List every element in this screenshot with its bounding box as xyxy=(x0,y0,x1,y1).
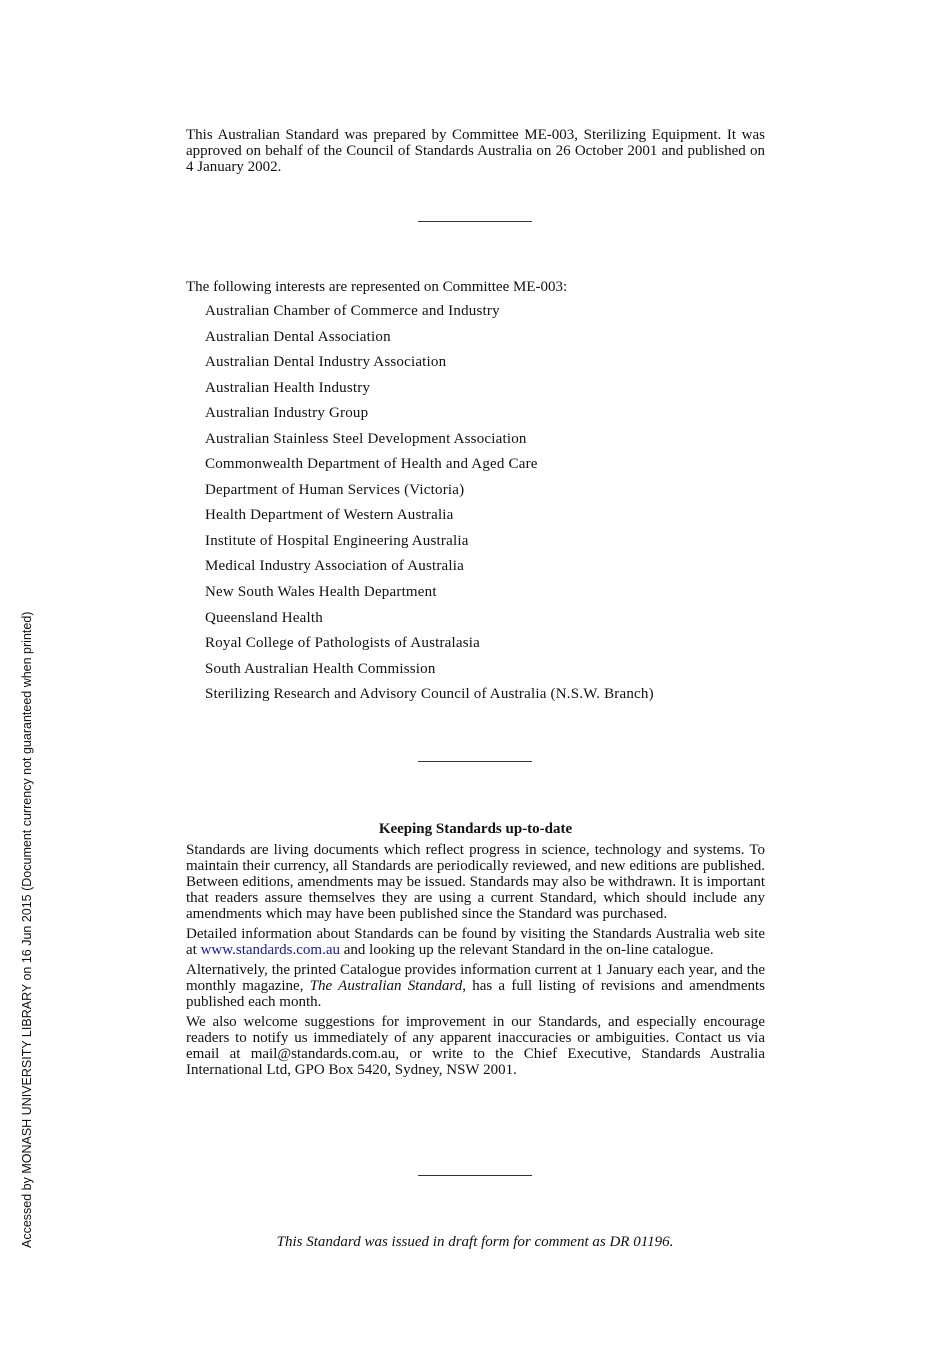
keeping-paragraph-1: Standards are living documents which reflect progress in science, technology and systems. To maintain their currency, all Standards are periodically reviewed, and new editions are published. Between editions, amendments may be issued. Standards may also be withdrawn. It is important that readers assure themselves they are using a current Standard, which should include any amendments which may have been published since the Standard was purchased. xyxy=(186,842,765,922)
committee-member: Health Department of Western Australia xyxy=(205,507,454,524)
magazine-title: The Australian Standard xyxy=(309,978,463,994)
approval-statement xyxy=(186,127,765,179)
committee-member: Australian Health Industry xyxy=(205,379,371,396)
keeping-paragraph-2 xyxy=(186,926,765,958)
committee-member: Commonwealth Department of Health and Aged Care xyxy=(205,456,538,473)
committee-member: Australian Stainless Steel Development Association xyxy=(205,430,527,447)
committee-member: Royal College of Pathologists of Australasia xyxy=(205,635,481,652)
committee-member: Australian Industry Group xyxy=(205,405,369,422)
committee-member: Department of Human Services (Victoria) xyxy=(205,481,465,498)
approval-text: This Australian Standard was prepared by Committee ME-003, Sterilizing Equipment. It was approved on behalf of the Council of Standards Australia on 26 October 2001 and published on 4 January 2002. xyxy=(186,127,765,175)
section-divider xyxy=(418,761,532,762)
paragraph-text: Detailed information about Standards can be found by visiting the Standards Australia web site at xyxy=(186,926,765,958)
committee-intro: The following interests are represented on Committee ME-003: xyxy=(186,279,568,295)
keeping-paragraph-4: We also welcome suggestions for improvement in our Standards, and especially encourage readers to notify us immediately of any apparent inaccuracies or ambiguities. Contact us via email at mail@standards.com.au, or write to the Chief Executive, Standards Australia International Ltd, GPO Box 5420, Sydney, NSW 2001. xyxy=(186,1014,765,1078)
committee-member: Australian Chamber of Commerce and Industry xyxy=(205,303,500,319)
access-watermark: Accessed by MONASH UNIVERSITY LIBRARY on 16 Jun 2015 (Document currency not guaranteed when printed) xyxy=(20,611,34,1248)
section-divider xyxy=(418,221,532,222)
section-divider xyxy=(418,1175,532,1176)
committee-member: Sterilizing Research and Advisory Council of Australia (N.S.W. Branch) xyxy=(205,686,654,703)
keeping-standards-body xyxy=(186,842,765,1082)
committee-member: New South Wales Health Department xyxy=(205,584,437,601)
paragraph-text: and looking up the relevant Standard in the on-line catalogue. xyxy=(340,942,714,958)
committee-member: Australian Dental Association xyxy=(205,328,391,345)
paragraph-text: , has a full listing of revisions and amendments published each month. xyxy=(186,978,765,1010)
paragraph-text: Alternatively, the printed Catalogue provides information current at 1 January each year, and the monthly magazine, xyxy=(186,962,765,994)
keeping-paragraph-3 xyxy=(186,962,765,1010)
keeping-standards-heading: Keeping Standards up-to-date xyxy=(378,821,573,837)
committee-member: Australian Dental Industry Association xyxy=(205,354,447,371)
draft-note: This Standard was issued in draft form for comment as DR 01196. xyxy=(276,1234,674,1250)
committee-member-list xyxy=(205,301,765,710)
committee-member: South Australian Health Commission xyxy=(205,660,436,677)
committee-member: Medical Industry Association of Australia xyxy=(205,558,464,575)
committee-member: Institute of Hospital Engineering Australia xyxy=(205,532,469,549)
committee-member: Queensland Health xyxy=(205,609,323,626)
standards-website-link[interactable]: www.standards.com.au xyxy=(200,942,340,958)
